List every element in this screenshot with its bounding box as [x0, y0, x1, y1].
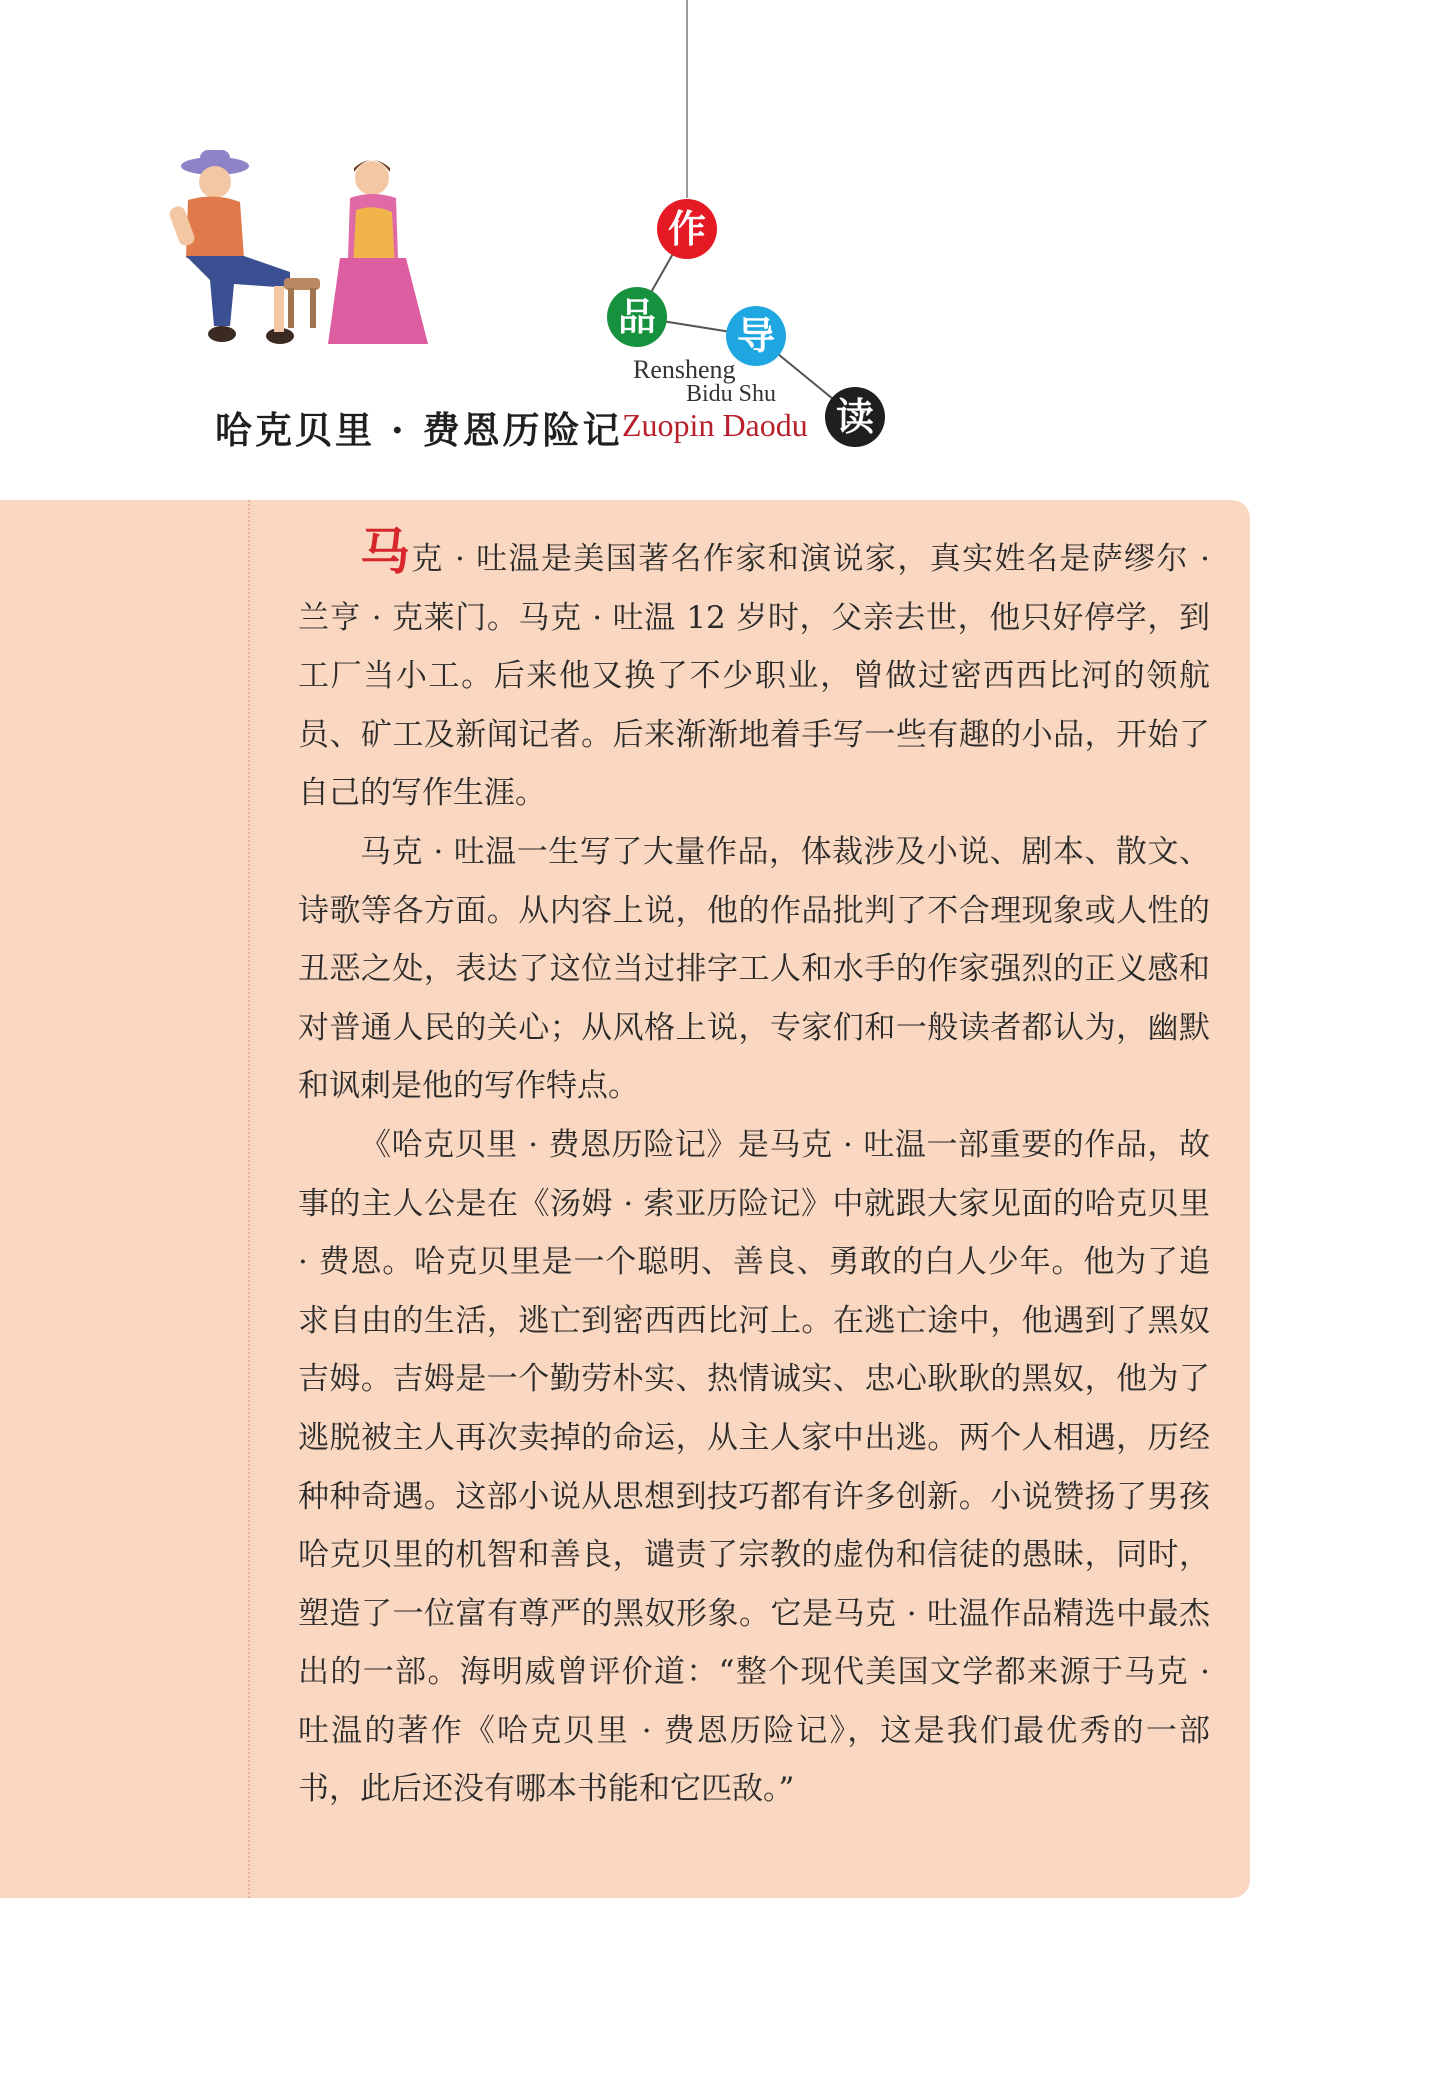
series-name-line-3: Zuopin Daodu: [622, 407, 808, 443]
paragraph-1: [298, 522, 1210, 823]
badge-du: 读: [825, 387, 885, 447]
paragraph-1-text: 克 · 吐温是美国著名作家和演说家，真实姓名是萨缪尔 · 兰亨 · 克莱门。马克 · 吐温 12 岁时，父亲去世，他只好停学，到工厂当小工。后来他又换了不少职业，曾做过密西西比河的领航员、矿工及新闻记者。后来渐渐地着手写一些有趣的小品，开始了自己的写作生涯。: [298, 541, 1210, 812]
badge-pin: 品: [607, 287, 667, 347]
series-name-line-2: Bidu Shu: [686, 381, 777, 407]
article-body: [298, 522, 1210, 1819]
book-title: 哈克贝里 · 费恩历险记: [215, 408, 623, 452]
badge-dao: 导: [726, 306, 786, 366]
drop-cap: 马: [360, 522, 412, 581]
paragraph-3: 《哈克贝里 · 费恩历险记》是马克 · 吐温一部重要的作品，故事的主人公是在《汤姆 · 索亚历险记》中就跟大家见面的哈克贝里 · 费恩。哈克贝里是一个聪明、善良、勇敢的白人少年。他为了追求自由的生活，逃亡到密西西比河上。在逃亡途中，他遇到了黑奴吉姆。吉姆是一个勤劳朴实、热情诚实、忠心耿耿的黑奴，他为了逃脱被主人再次卖掉的命运，从主人家中出逃。两个人相遇，历经种种奇遇。这部小说从思想到技巧都有许多创新。小说赞扬了男孩哈克贝里的机智和善良，谴责了宗教的虚伪和信徒的愚昧，同时，塑造了一位富有尊严的黑奴形象。它是马克 · 吐温作品精选中最杰出的一部。海明威曾评价道：“整个现代美国文学都来源于马克 · 吐温的著作《哈克贝里 · 费恩历险记》，这是我们最优秀的一部书，此后还没有哪本书能和它匹敌。”: [298, 1126, 1210, 1808]
panel-divider: [248, 500, 250, 1898]
badge-zuo: 作: [657, 199, 717, 259]
characters-illustration: [160, 148, 460, 358]
paragraph-2: 马克 · 吐温一生写了大量作品，体裁涉及小说、剧本、散文、诗歌等各方面。从内容上说，他的作品批判了不合理现象或人性的丑恶之处，表达了这位当过排字工人和水手的作家强烈的正义感和对普通人民的关心；从风格上说，专家们和一般读者都认为，幽默和讽刺是他的写作特点。: [298, 833, 1210, 1105]
series-name-line-1: Rensheng: [633, 355, 736, 384]
